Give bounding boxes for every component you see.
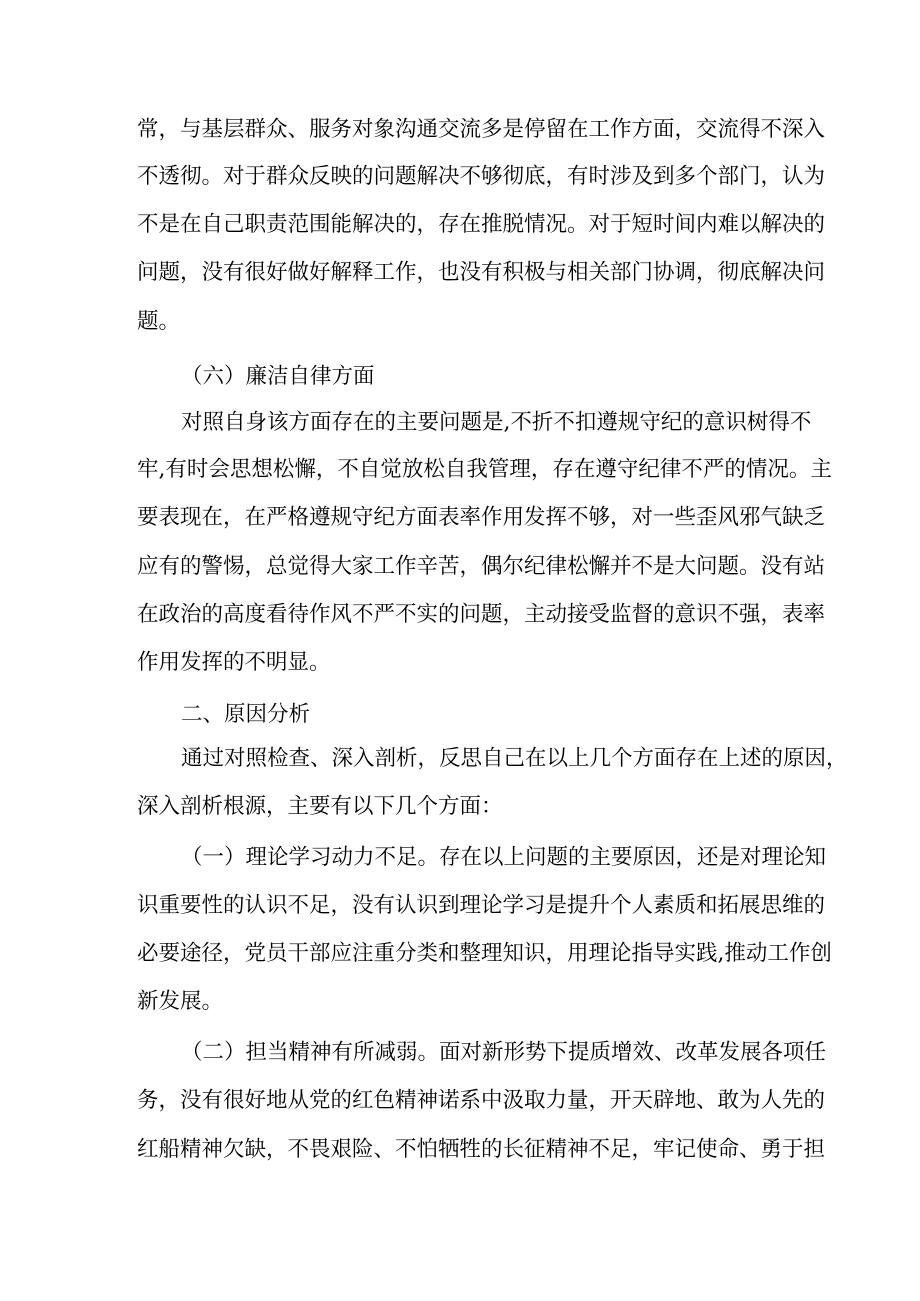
- text-line: 题。: [137, 309, 181, 334]
- text-line: 必要途径，党员干部应注重分类和整理知识，用理论指导实践,推动工作创: [137, 941, 832, 966]
- text-line: 问题，没有很好做好解释工作，也没有积极与相关部门协调，彻底解决问: [137, 260, 826, 285]
- section-heading: （六）廉洁自律方面: [181, 364, 375, 389]
- section-heading: 二、原因分析: [181, 702, 311, 727]
- text-line: 深入剖析根源，主要有以下几个方面：: [137, 794, 503, 819]
- text-line: 作用发挥的不明显。: [137, 650, 331, 675]
- text-line: 不是在自己职责范围能解决的，存在推脱情况。对于短时间内难以解决的: [137, 212, 826, 237]
- text-line: 常，与基层群众、服务对象沟通交流多是停留在工作方面，交流得不深入: [137, 117, 826, 142]
- text-line: 应有的警惕，总觉得大家工作辛苦，偶尔纪律松懈并不是大问题。没有站: [137, 554, 826, 579]
- text-line: 牢,有时会思想松懈，不自觉放松自我管理，存在遵守纪律不严的情况。主: [137, 457, 832, 482]
- text-line: 对照自身该方面存在的主要问题是,不折不扣遵规守纪的意识树得不: [181, 410, 812, 435]
- text-line: （二）担当精神有所减弱。面对新形势下提质增效、改革发展各项任: [181, 1040, 827, 1065]
- text-line: 不透彻。对于群众反映的问题解决不够彻底，有时涉及到多个部门，认为: [137, 164, 826, 189]
- text-line: 务，没有很好地从党的红色精神诺系中汲取力量，开天辟地、敢为人先的: [137, 1088, 826, 1113]
- text-line: 要表现在，在严格遵规守纪方面表率作用发挥不够，对一些歪风邪气缺乏: [137, 505, 826, 530]
- text-line: （一）理论学习动力不足。存在以上问题的主要原因，还是对理论知: [181, 845, 827, 870]
- text-line: 通过对照检查、深入剖析，反思自己在以上几个方面存在上述的原因，: [181, 746, 848, 771]
- text-line: 在政治的高度看待作风不严不实的问题，主动接受监督的意识不强，表率: [137, 602, 826, 627]
- text-line: 识重要性的认识不足，没有认识到理论学习是提升个人素质和拓展思维的: [137, 893, 826, 918]
- text-line: 红船精神欠缺，不畏艰险、不怕牺牲的长征精神不足，牢记使命、勇于担: [137, 1137, 826, 1162]
- text-line: 新发展。: [137, 989, 224, 1014]
